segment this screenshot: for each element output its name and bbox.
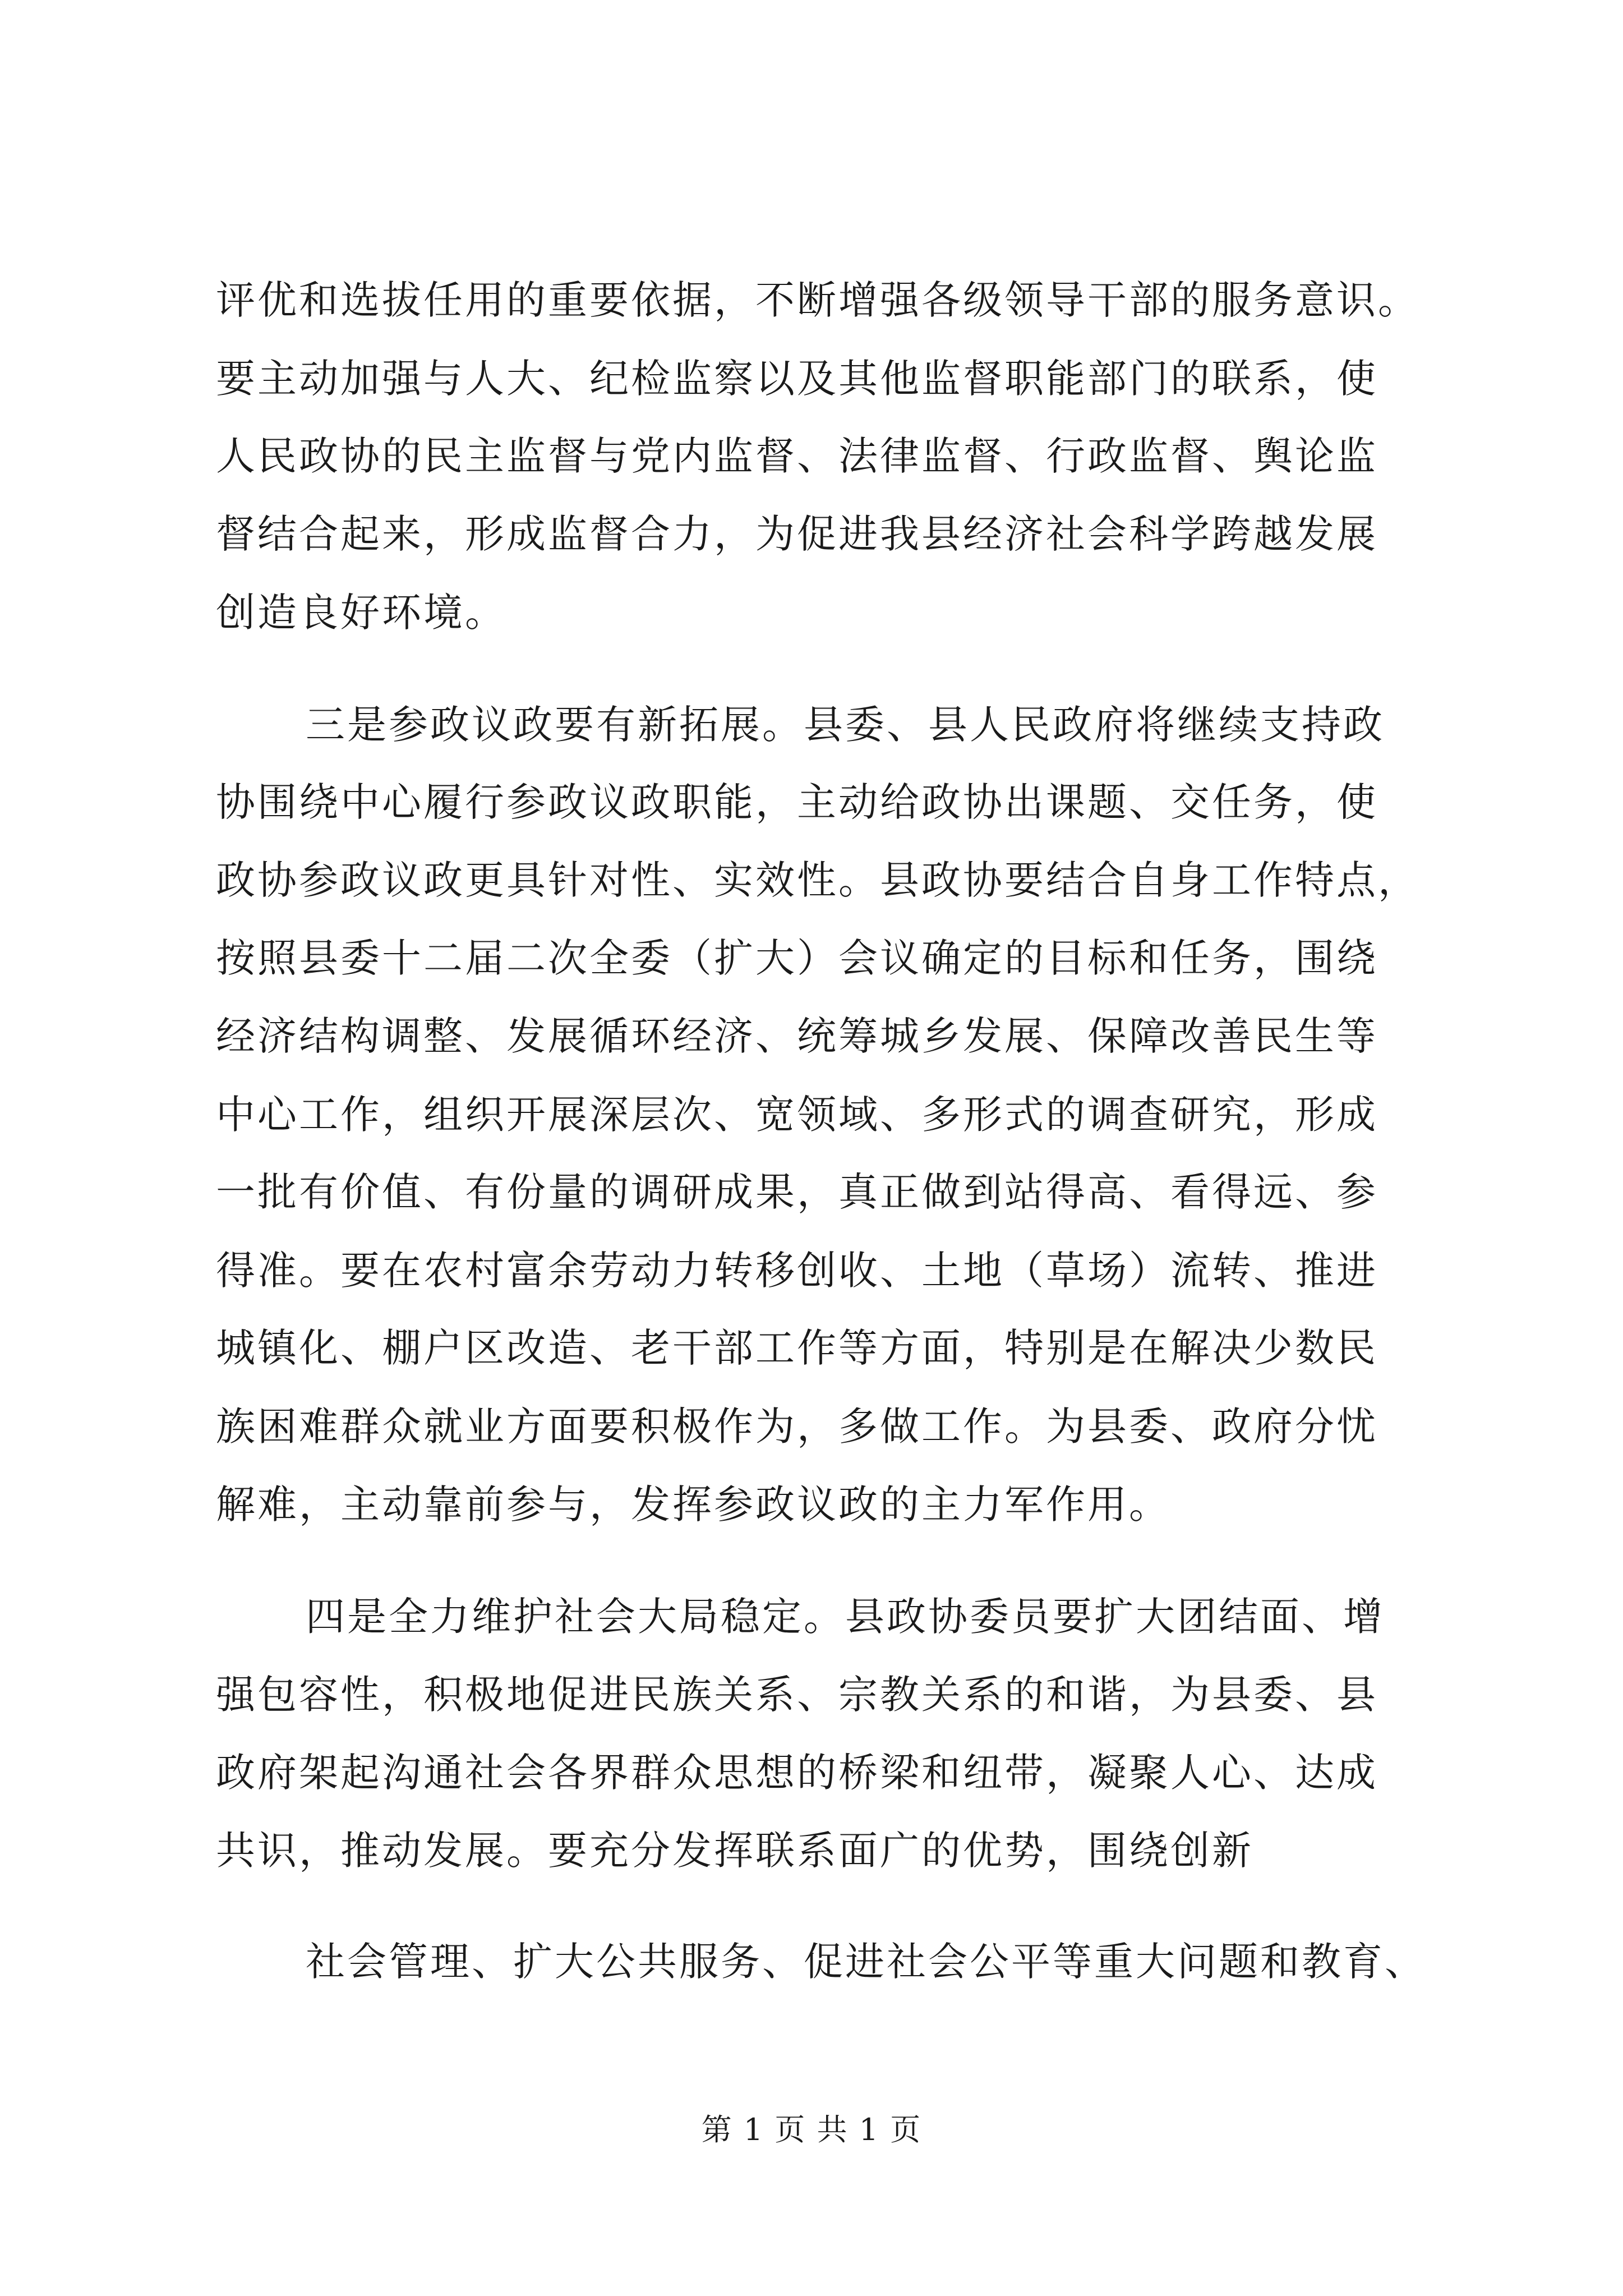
text-line: 强包容性，积极地促进民族关系、宗教关系的和谐，为县委、县 <box>216 1672 1378 1718</box>
text-line: 中心工作，组织开展深层次、宽领域、多形式的调查研究，形成 <box>216 1092 1378 1138</box>
text-line: 城镇化、棚户区改造、老干部工作等方面，特别是在解决少数民 <box>216 1325 1378 1371</box>
text-line: 按照县委十二届二次全委（扩大）会议确定的目标和任务，围绕 <box>216 935 1378 981</box>
paragraph-start-line: 四是全力维护社会大局稳定。县政协委员要扩大团结面、增 <box>306 1594 1385 1640</box>
text-line: 经济结构调整、发展循环经济、统筹城乡发展、保障改善民生等 <box>216 1013 1378 1059</box>
text-line: 得准。要在农村富余劳动力转移创收、土地（草场）流转、推进 <box>216 1248 1378 1294</box>
text-line: 政协参政议政更具针对性、实效性。县政协要结合自身工作特点， <box>216 857 1419 903</box>
text-line: 政府架起沟通社会各界群众思想的桥梁和纽带，凝聚人心、达成 <box>216 1750 1378 1796</box>
text-line: 评优和选拔任用的重要依据，不断增强各级领导干部的服务意识。 <box>216 277 1419 323</box>
text-line: 督结合起来，形成监督合力，为促进我县经济社会科学跨越发展 <box>216 511 1378 557</box>
page-number-footer: 第 1 页 共 1 页 <box>701 2112 922 2147</box>
text-line: 共识，推动发展。要充分发挥联系面广的优势，围绕创新 <box>216 1828 1253 1874</box>
text-line: 族困难群众就业方面要积极作为，多做工作。为县委、政府分忧 <box>216 1404 1378 1450</box>
text-line: 一批有价值、有份量的调研成果，真正做到站得高、看得远、参 <box>216 1169 1378 1215</box>
paragraph-start-line: 社会管理、扩大公共服务、促进社会公平等重大问题和教育、 <box>306 1939 1426 1985</box>
paragraph-start-line: 三是参政议政要有新拓展。县委、县人民政府将继续支持政 <box>306 702 1385 748</box>
text-line: 要主动加强与人大、纪检监察以及其他监督职能部门的联系，使 <box>216 356 1378 402</box>
text-line: 人民政协的民主监督与党内监督、法律监督、行政监督、舆论监 <box>216 433 1378 479</box>
text-line: 创造良好环境。 <box>216 590 506 636</box>
text-line: 协围绕中心履行参政议政职能，主动给政协出课题、交任务，使 <box>216 779 1378 825</box>
text-line: 解难，主动靠前参与，发挥参政议政的主力军作用。 <box>216 1481 1170 1527</box>
